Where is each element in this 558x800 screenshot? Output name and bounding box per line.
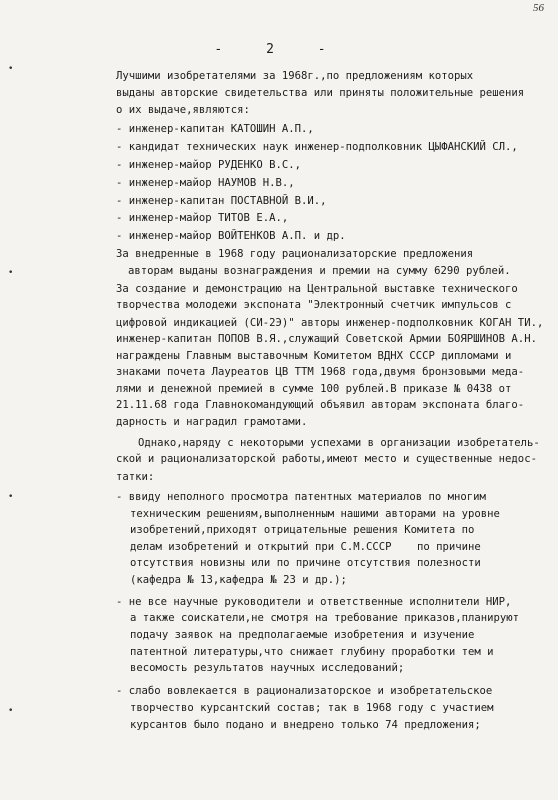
text-line: делам изобретений и открытий при С.М.СССР по причине [130,541,481,553]
text-line: (кафедра № 13,кафедра № 23 и др.); [130,574,347,586]
text-line: лями и денежной премией в сумме 100 рублей.В приказе № 0438 от [116,383,512,395]
text-line: - инженер-майор РУДЕНКО В.С., [116,159,301,171]
page-header: - 2 - [214,42,344,57]
text-line: цифровой индикацией (СИ-2Э)" авторы инженер-подполковник КОГАН ТИ., [116,317,544,329]
text-line: - инженер-майор ТИТОВ Е.А., [116,212,289,224]
text-line: дарность и наградил грамотами. [116,416,308,428]
text-line: - ввиду неполного просмотра патентных материалов по многим [116,491,486,503]
text-line: выданы авторские свидетельства или приняты положительные решения [116,87,525,99]
text-line: - инженер-капитан ПОСТАВНОЙ В.И., [116,195,327,207]
text-line: патентной литературы,что снижает глубину проработки тем и [130,646,494,658]
text-line: - инженер-капитан КАТОШИН А.П., [116,123,314,135]
text-line: отсутствия новизны или по причине отсутствия полезности [130,557,481,569]
text-line: инженер-капитан ПОПОВ В.Я.,служащий Советской Армии БОЯРШИНОВ А.Н. [116,333,537,345]
text-line: За внедренные в 1968 году рационализаторские предложения [116,248,474,260]
text-line: За создание и демонстрацию на Центральной выставке технического [116,283,518,295]
text-line: курсантов было подано и внедрено только 74 предложения; [130,719,481,731]
text-line: 21.11.68 года Главнокомандующий объявил авторам экспоната благо- [116,399,525,411]
text-line: творчества молодежи экспоната "Электронный счетчик импульсов с [116,299,512,311]
page-number: 56 [533,2,544,14]
text-line: Однако,наряду с некоторыми успехами в организации изобретатель- [138,437,540,449]
text-line: творчество курсантский состав; так в 1968 году с участием [130,702,494,714]
text-line: знаками почета Лауреатов ЦВ ТТМ 1968 года,двумя бронзовыми меда- [116,366,525,378]
text-line: техническим решениям,выполненным нашими авторами на уровне [130,508,500,520]
text-line: - инженер-майор ВОЙТЕНКОВ А.П. и др. [116,230,346,242]
text-line: - кандидат технических наук инженер-подполковник ЦЫФАНСКИЙ СЛ., [116,141,518,153]
text-line: - не все научные руководители и ответственные исполнители НИР, [116,596,512,608]
text-line: подачу заявок на предполагаемые изобретения и изучение [130,629,475,641]
text-line: ской и рационализаторской работы,имеют место и существенные недос- [116,453,537,465]
punch-hole-mark: • [8,492,14,502]
text-line: изобретений,приходят отрицательные решения Комитета по [130,524,475,536]
text-line: а также соискатели,не смотря на требование приказов,планируют [130,612,520,624]
text-line: Лучшими изобретателями за 1968г.,по предложениям которых [116,70,474,82]
text-line: татки: [116,471,155,483]
text-line: о их выдаче,являются: [116,104,250,116]
text-line: - инженер-майор НАУМОВ Н.В., [116,177,295,189]
punch-hole-mark: • [8,706,14,716]
punch-hole-mark: • [8,64,14,74]
text-line: авторам выданы вознаграждения и премии на сумму 6290 рублей. [128,265,511,277]
text-line: - слабо вовлекается в рационализаторское и изобретательское [116,685,493,697]
text-line: награждены Главным выставочным Комитетом ВДНХ СССР дипломами и [116,350,512,362]
text-line: весомость результатов научных исследований; [130,662,405,674]
punch-hole-mark: • [8,268,14,278]
